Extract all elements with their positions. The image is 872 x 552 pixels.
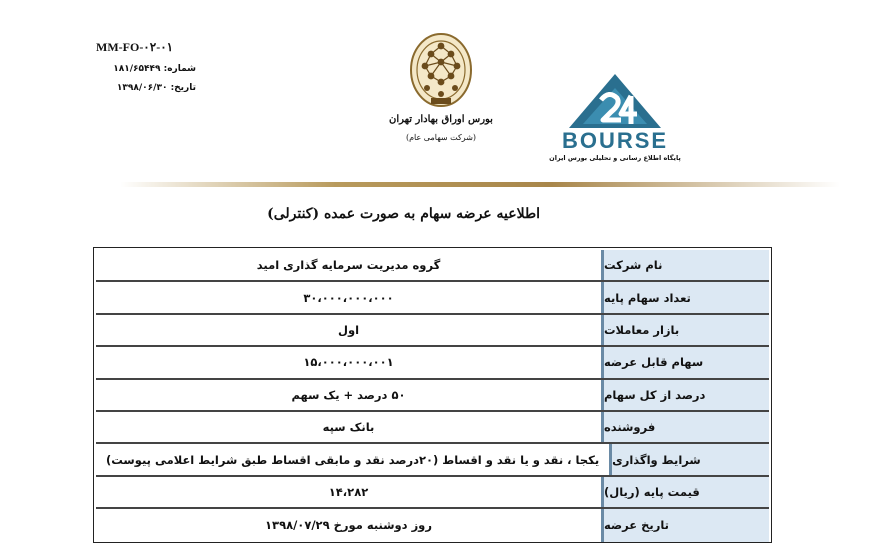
table-row: [96, 477, 769, 509]
row-value: ۱۵،۰۰۰،۰۰۰،۰۰۱: [303, 355, 394, 370]
header-divider: [120, 182, 840, 187]
row-label: تاریخ عرضه: [601, 509, 769, 541]
brand-tagline: پایگاه اطلاع رسانی و تحلیلی بورس ایران: [549, 154, 681, 162]
row-value: ۱۴،۲۸۲: [328, 484, 369, 499]
bourse24-logo: [540, 70, 690, 162]
brand-wordmark: BOURSE: [561, 128, 669, 153]
table-row: [96, 347, 769, 379]
document-date: تاریخ: ۱۳۹۸/۰۶/۳۰: [116, 83, 196, 93]
row-value: ۵۰ درصد + یک سهم: [291, 387, 406, 402]
form-code: MM-FO-۰۲-۰۱: [96, 40, 174, 54]
row-value: گروه مدیریت سرمایه گذاری امید: [256, 258, 441, 273]
row-label: فروشنده: [601, 412, 769, 442]
table-row: [96, 444, 769, 476]
document-title: اطلاعیه عرضه سهام به صورت عمده (کنترلی): [267, 206, 540, 222]
table-row: [96, 315, 769, 347]
row-value: روز دوشنبه مورخ ۱۳۹۸/۰۷/۲۹: [265, 518, 432, 533]
row-value: یکجا ، نقد و یا نقد و اقساط (۲۰درصد نقد و مابقی اقساط طبق شرایط اعلامی پیوست): [106, 452, 600, 467]
row-label: سهام قابل عرضه: [601, 347, 769, 377]
exchange-subtitle: (شرکت سهامی عام): [405, 133, 477, 142]
exchange-name: بورس اوراق بهادار تهران: [389, 114, 493, 125]
row-value: اول: [337, 322, 360, 337]
table-row: [96, 282, 769, 314]
table-row: [96, 250, 769, 282]
row-value: ۳۰،۰۰۰،۰۰۰،۰۰۰: [303, 290, 394, 305]
row-label: شرایط واگذاری: [609, 444, 769, 474]
document-number: شماره: ۱۸۱/۶۵۴۴۹: [113, 64, 196, 74]
table-row: [96, 380, 769, 412]
exchange-seal-icon: [409, 30, 473, 108]
table-row: [96, 509, 769, 541]
row-label: قیمت پایه (ریال): [601, 477, 769, 507]
offering-table: [93, 247, 772, 543]
exchange-logo: [388, 30, 494, 142]
row-label: بازار معاملات: [601, 315, 769, 345]
row-label: درصد از کل سهام: [601, 380, 769, 410]
row-value: بانک سپه: [322, 420, 375, 435]
table-row: [96, 412, 769, 444]
row-label: تعداد سهام پایه: [601, 282, 769, 312]
row-label: نام شرکت: [601, 250, 769, 280]
bourse24-mark-icon: [565, 70, 665, 130]
document-meta: [96, 40, 196, 93]
